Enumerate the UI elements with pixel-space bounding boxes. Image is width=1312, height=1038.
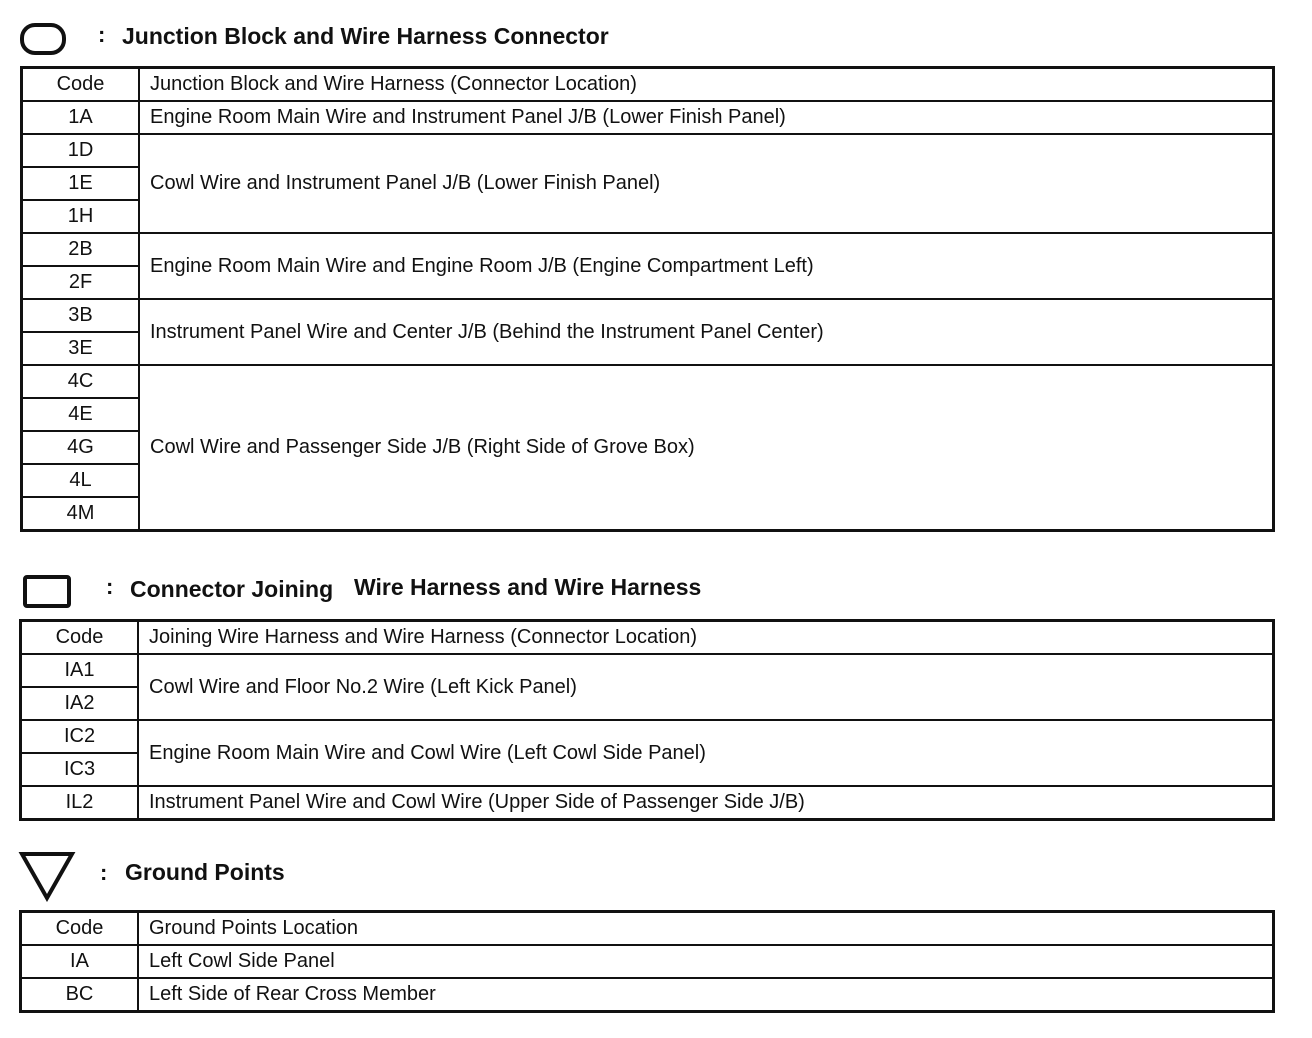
triangle-down-icon bbox=[18, 850, 76, 902]
code-cell: 4M bbox=[22, 497, 139, 530]
location-cell: Engine Room Main Wire and Instrument Panel J/B (Lower Finish Panel) bbox=[139, 101, 1273, 134]
code-cell: 4G bbox=[22, 431, 139, 464]
location-cell: Engine Room Main Wire and Engine Room J/B (Engine Compartment Left) bbox=[139, 233, 1273, 299]
table-row bbox=[21, 654, 1273, 687]
code-cell: 1H bbox=[22, 200, 139, 233]
code-column-header: Code bbox=[21, 621, 138, 654]
location-cell: Cowl Wire and Instrument Panel J/B (Lower Finish Panel) bbox=[139, 134, 1273, 233]
code-cell: 3E bbox=[22, 332, 139, 365]
table-header-row bbox=[21, 912, 1273, 945]
code-cell: 1E bbox=[22, 167, 139, 200]
section-junction-block-heading bbox=[0, 18, 1312, 58]
section-title: Ground Points bbox=[125, 859, 285, 885]
location-column-header: Junction Block and Wire Harness (Connector Location) bbox=[139, 68, 1273, 101]
rectangle-icon bbox=[22, 574, 72, 610]
table-row bbox=[21, 720, 1273, 753]
junction-block-table bbox=[21, 67, 1274, 531]
code-cell: 1A bbox=[22, 101, 139, 134]
table-row bbox=[22, 134, 1273, 167]
table-row bbox=[22, 233, 1273, 266]
code-cell: IA2 bbox=[21, 687, 138, 720]
code-cell: 4E bbox=[22, 398, 139, 431]
code-cell: 1D bbox=[22, 134, 139, 167]
code-cell: IC3 bbox=[21, 753, 138, 786]
section-title-part1: Connector Joining bbox=[130, 576, 334, 602]
code-cell: 3B bbox=[22, 299, 139, 332]
code-cell: 4L bbox=[22, 464, 139, 497]
location-cell: Cowl Wire and Passenger Side J/B (Right Side of Grove Box) bbox=[139, 365, 1273, 530]
code-cell: IL2 bbox=[21, 786, 138, 819]
table-row bbox=[21, 945, 1273, 978]
section-title: Junction Block and Wire Harness Connector bbox=[122, 23, 609, 49]
section-colon: : bbox=[106, 574, 114, 599]
code-cell: 2B bbox=[22, 233, 139, 266]
table-row bbox=[22, 365, 1273, 398]
table-row bbox=[22, 101, 1273, 134]
code-cell: BC bbox=[21, 978, 138, 1011]
code-cell: 4C bbox=[22, 365, 139, 398]
section-connector-joining-heading bbox=[0, 568, 1312, 608]
table-header-row bbox=[22, 68, 1273, 101]
code-cell: 2F bbox=[22, 266, 139, 299]
code-column-header: Code bbox=[22, 68, 139, 101]
location-column-header: Ground Points Location bbox=[138, 912, 1273, 945]
code-cell: IA bbox=[21, 945, 138, 978]
location-cell: Instrument Panel Wire and Center J/B (Behind the Instrument Panel Center) bbox=[139, 299, 1273, 365]
location-cell: Instrument Panel Wire and Cowl Wire (Upper Side of Passenger Side J/B) bbox=[138, 786, 1273, 819]
table-row bbox=[21, 786, 1273, 819]
section-colon: : bbox=[100, 860, 108, 885]
rounded-rectangle-icon bbox=[19, 22, 67, 56]
section-title-part2: Wire Harness and Wire Harness bbox=[354, 574, 702, 600]
code-cell: IA1 bbox=[21, 654, 138, 687]
location-cell: Left Cowl Side Panel bbox=[138, 945, 1273, 978]
location-cell: Left Side of Rear Cross Member bbox=[138, 978, 1273, 1011]
ground-points-table bbox=[20, 911, 1274, 1012]
section-ground-points-heading bbox=[0, 850, 1312, 890]
table-row bbox=[21, 978, 1273, 1011]
table-header-row bbox=[21, 621, 1273, 654]
code-cell: IC2 bbox=[21, 720, 138, 753]
section-colon: : bbox=[98, 22, 106, 47]
connector-joining-table bbox=[20, 620, 1274, 820]
location-cell: Engine Room Main Wire and Cowl Wire (Left Cowl Side Panel) bbox=[138, 720, 1273, 786]
table-row bbox=[22, 299, 1273, 332]
location-cell: Cowl Wire and Floor No.2 Wire (Left Kick Panel) bbox=[138, 654, 1273, 720]
location-column-header: Joining Wire Harness and Wire Harness (Connector Location) bbox=[138, 621, 1273, 654]
code-column-header: Code bbox=[21, 912, 138, 945]
